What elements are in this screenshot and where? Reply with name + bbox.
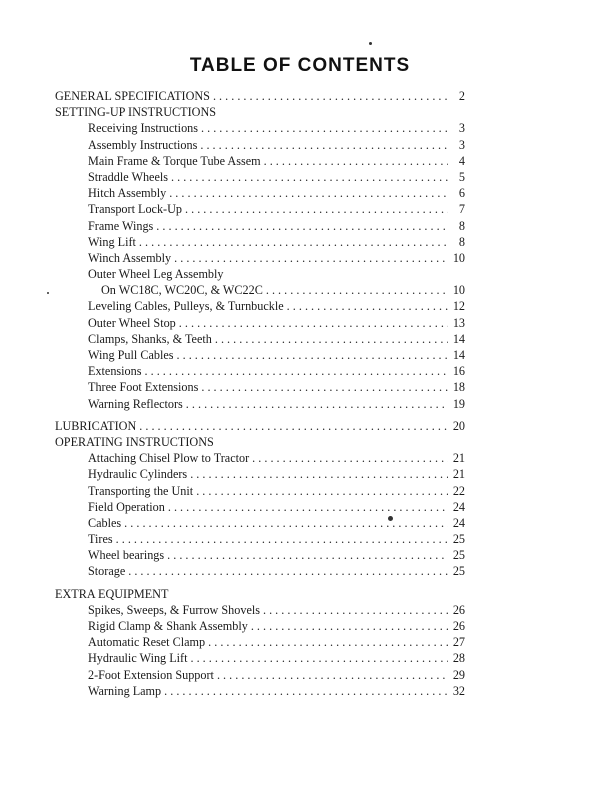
toc-entry-page: 25	[452, 532, 465, 547]
toc-entry-label: Cables	[88, 515, 122, 530]
dot-leader	[169, 185, 448, 201]
toc-entry-page: 27	[452, 635, 465, 650]
toc-entry-label: LUBRICATION	[55, 418, 137, 433]
toc-entry-page: 28	[452, 651, 465, 666]
dot-leader	[196, 483, 448, 499]
toc-entry	[55, 602, 465, 618]
dot-leader	[213, 88, 448, 104]
toc-section-label: OPERATING INSTRUCTIONS	[55, 434, 214, 449]
toc-entry-label: Hitch Assembly	[88, 186, 167, 201]
dot-leader	[264, 153, 448, 169]
toc-entry	[55, 547, 465, 563]
toc-entry	[55, 315, 465, 331]
toc-entry-page: 22	[452, 483, 465, 498]
toc-entry	[55, 347, 465, 363]
toc-entry-label: Winch Assembly	[88, 250, 172, 265]
dot-leader	[139, 418, 448, 434]
dot-leader	[156, 218, 448, 234]
toc-section-label: SETTING-UP INSTRUCTIONS	[55, 105, 217, 120]
toc-entry-label: Clamps, Shanks, & Teeth	[88, 331, 212, 346]
toc-entry-label: Main Frame & Torque Tube Assem	[88, 153, 261, 168]
toc-section-label: EXTRA EQUIPMENT	[55, 586, 169, 601]
toc-entry-label: Straddle Wheels	[88, 169, 168, 184]
toc-entry-label: Rigid Clamp & Shank Assembly	[88, 619, 248, 633]
toc-entry-page: 10	[452, 283, 465, 298]
toc-entry-page: 3	[458, 137, 465, 152]
toc-entry	[55, 137, 465, 153]
toc-entry-label: Tires	[88, 532, 113, 547]
toc-entry-page: 29	[452, 667, 465, 682]
scan-speck	[369, 42, 372, 45]
toc-entry	[55, 650, 465, 666]
toc-entry-label: On WC18C, WC20C, & WC22C	[101, 283, 263, 298]
dot-leader	[287, 298, 448, 314]
scan-speck	[388, 516, 393, 521]
dot-leader	[208, 634, 448, 650]
toc-entry	[55, 201, 465, 217]
dot-leader	[190, 650, 448, 666]
page-title: TABLE OF CONTENTS	[189, 55, 411, 76]
toc-entry	[55, 153, 465, 169]
toc-entry-label: Spikes, Sweeps, & Furrow Shovels	[88, 602, 260, 617]
dot-leader	[251, 618, 448, 634]
toc-entry-page: 2	[458, 89, 465, 103]
dot-leader	[177, 347, 449, 363]
dot-leader	[179, 315, 448, 331]
dot-leader	[124, 515, 448, 531]
dot-leader	[168, 499, 448, 515]
toc-entry	[55, 515, 465, 531]
toc-entry-label: Attaching Chisel Plow to Tractor	[88, 451, 250, 466]
toc-entry-label: Assembly Instructions	[88, 137, 198, 152]
toc-entry-label: Three Foot Extensions	[88, 380, 199, 395]
toc-entry-label: GENERAL SPECIFICATIONS	[55, 89, 210, 103]
toc-entry-page: 25	[452, 564, 465, 579]
toc-entry	[55, 450, 465, 466]
toc-entry-label: Warning Lamp	[88, 683, 162, 698]
toc-entry	[55, 218, 465, 234]
toc-entry-label: Field Operation	[88, 499, 165, 514]
dot-leader	[200, 137, 448, 153]
toc-entry-page: 5	[458, 169, 465, 184]
dot-leader	[145, 363, 449, 379]
dot-leader	[266, 282, 448, 298]
toc-entry-page: 6	[458, 186, 465, 201]
toc-entry-page: 8	[458, 218, 465, 233]
dot-leader	[217, 667, 448, 683]
toc-entry-page: 24	[452, 515, 465, 530]
toc-entry-page: 10	[452, 250, 465, 265]
dot-leader	[190, 466, 448, 482]
scan-speck	[47, 292, 49, 294]
toc-entry-page: 8	[458, 234, 465, 249]
toc-entry-page: 12	[452, 299, 465, 314]
toc-section-heading	[55, 104, 465, 120]
toc-entry-page: 25	[452, 548, 465, 563]
toc-entry	[55, 331, 465, 347]
dot-leader	[171, 169, 448, 185]
toc-entry	[55, 396, 465, 412]
toc-entry-page: 19	[452, 396, 465, 411]
dot-leader	[139, 234, 448, 250]
toc-entry	[55, 234, 465, 250]
toc-entry-label: Wheel bearings	[88, 548, 165, 563]
toc-entry-label: Transporting the Unit	[88, 483, 194, 498]
toc-entry-page: 24	[452, 499, 465, 514]
toc-entry	[55, 483, 465, 499]
dot-leader	[164, 683, 448, 699]
dot-leader	[201, 120, 448, 136]
toc-entry-label: Hydraulic Wing Lift	[88, 651, 188, 666]
toc-entry-label: Outer Wheel Leg Assembly	[88, 267, 224, 282]
toc-entry-page: 26	[452, 619, 465, 633]
toc-entry-page: 14	[452, 348, 465, 362]
toc-section-heading	[55, 586, 465, 602]
toc-entry	[55, 250, 465, 266]
dot-leader	[263, 602, 448, 618]
toc-entry-label: Wing Lift	[88, 234, 136, 249]
toc-entry	[55, 667, 465, 683]
dot-leader	[128, 563, 448, 579]
toc-entry-label: Hydraulic Cylinders	[88, 467, 188, 482]
toc-entry-page: 4	[458, 153, 465, 168]
dot-leader	[116, 531, 448, 547]
dot-leader	[186, 396, 448, 412]
toc-entry-page: 13	[452, 315, 465, 330]
toc-entry	[55, 618, 465, 634]
toc-entry	[55, 379, 465, 395]
toc-entry	[55, 169, 465, 185]
dot-leader	[215, 331, 448, 347]
dot-leader	[252, 450, 448, 466]
toc-entry	[55, 683, 465, 699]
toc-entry-label: Outer Wheel Stop	[88, 315, 176, 330]
toc-entry-label: Wing Pull Cables	[88, 348, 174, 362]
toc-entry-page: 7	[458, 202, 465, 217]
toc-entry-page: 32	[452, 683, 465, 698]
toc-entry	[55, 466, 465, 482]
table-of-contents	[55, 88, 465, 699]
dot-leader	[174, 250, 448, 266]
toc-entry-page: 3	[458, 121, 465, 136]
dot-leader	[201, 379, 448, 395]
toc-entry-page: 16	[452, 364, 465, 379]
toc-entry	[55, 282, 465, 298]
toc-entry-label: Leveling Cables, Pulleys, & Turnbuckle	[88, 299, 284, 314]
toc-entry	[55, 634, 465, 650]
dot-leader	[167, 547, 448, 563]
dot-leader	[185, 201, 448, 217]
toc-entry	[55, 298, 465, 314]
toc-entry	[55, 531, 465, 547]
toc-entry	[55, 185, 465, 201]
toc-entry-label: Automatic Reset Clamp	[88, 635, 206, 650]
toc-entry-label: Warning Reflectors	[88, 396, 183, 411]
toc-entry	[55, 363, 465, 379]
toc-entry-label: Frame Wings	[88, 218, 154, 233]
toc-entry-page: 21	[452, 451, 465, 466]
toc-section-heading	[55, 434, 465, 450]
toc-entry-label: Transport Lock-Up	[88, 202, 182, 217]
toc-entry-page: 18	[452, 380, 465, 395]
toc-entry	[55, 418, 465, 434]
toc-entry-page: 20	[452, 418, 465, 433]
toc-entry-page: 14	[452, 331, 465, 346]
toc-entry-page: 21	[452, 467, 465, 482]
toc-entry	[55, 120, 465, 136]
toc-entry	[55, 499, 465, 515]
toc-entry-label: Extensions	[88, 364, 142, 379]
toc-entry-label: 2-Foot Extension Support	[88, 667, 214, 682]
toc-entry-heading	[55, 266, 465, 282]
toc-entry	[55, 88, 465, 104]
toc-entry-label: Storage	[88, 564, 126, 579]
toc-entry	[55, 563, 465, 579]
toc-entry-page: 26	[452, 602, 465, 617]
toc-entry-label: Receiving Instructions	[88, 121, 199, 136]
